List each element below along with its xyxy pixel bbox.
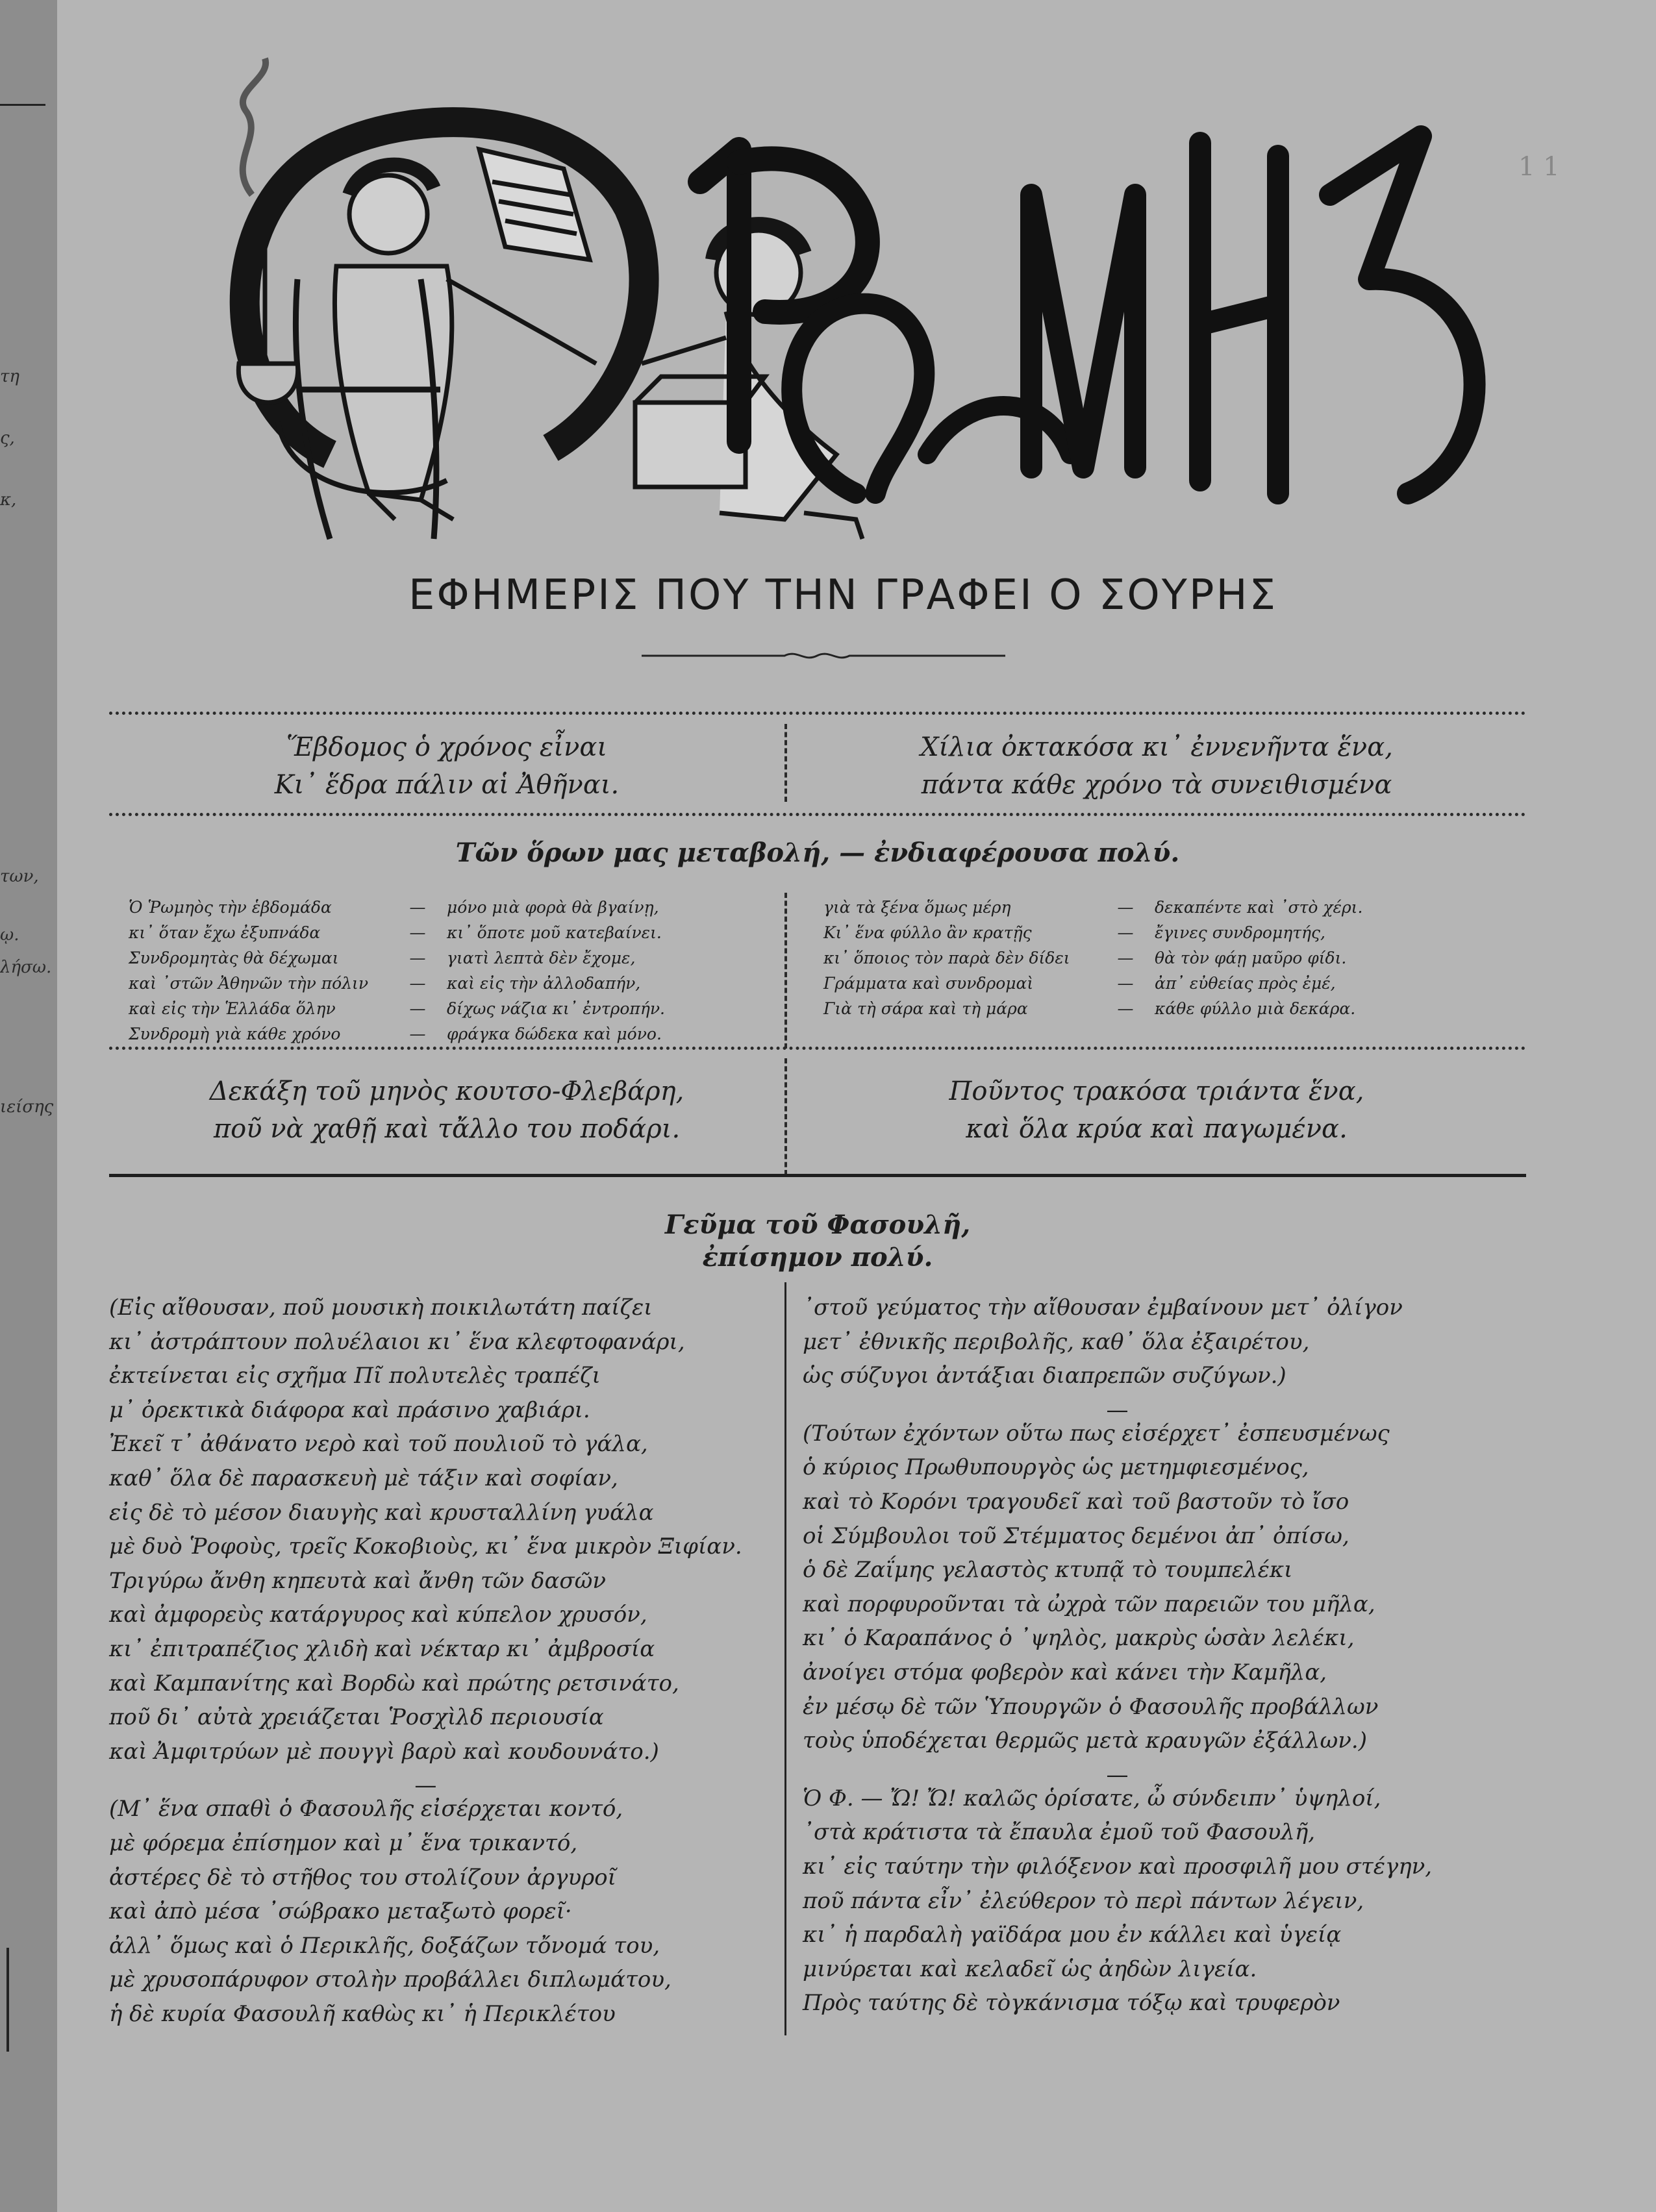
verse-line: ἀστέρες δὲ τὸ στῆθος του στολίζουν ἀργυροῖ — [109, 1864, 616, 1891]
stanza-separator: — — [1106, 1397, 1129, 1423]
verse-line: ποῦ πάντα εἶν᾽ ἐλεύθερον τὸ περὶ πάντων λέγειν, — [803, 1887, 1364, 1914]
stanza-separator: — — [414, 1772, 437, 1799]
condition-row: Γιὰ τὴ σάρα καὶ τὴ μάρα — κάθε φύλλο μιὰ δεκάρα. — [823, 999, 1356, 1018]
margin-fragment: ιείσης — [0, 1097, 54, 1117]
year-line: Ἕβδομος ὁ χρόνος εἶναι — [286, 732, 608, 762]
article-title — [109, 1209, 1526, 1274]
condition-row: κι᾽ ὅταν ἔχω ἐξυπνάδα — κι᾽ ὅποτε μοῦ κατεβαίνει. — [129, 923, 662, 942]
divider-line — [109, 1174, 1526, 1177]
divider-line — [109, 1047, 1526, 1050]
year-box-right — [787, 728, 1526, 804]
column-rule — [784, 1282, 786, 2035]
decorative-flourish — [642, 643, 1005, 669]
year-line: Χίλια ὀκτακόσα κι᾽ ἐννενῆντα ἕνα, — [920, 732, 1393, 762]
verse-line: κι᾽ ἐπιτραπέζιος χλιδὴ καὶ νέκταρ κι᾽ ἀμβροσία — [109, 1635, 655, 1662]
year-line: Κι᾽ ἕδρα πάλιν αἱ Ἀθῆναι. — [274, 770, 620, 800]
conditions-right-column — [823, 895, 1525, 1021]
margin-fragment: κ, — [0, 490, 17, 510]
verse-line: κι᾽ ἡ παρδαλὴ γαϊδάρα μου ἐν κάλλει καὶ ὑγείᾳ — [803, 1922, 1342, 1948]
verse-line: ἀνοίγει στόμα φοβερὸν καὶ κάνει τὴν Καμῆλα, — [803, 1659, 1327, 1685]
verse-line: ὁ κύριος Πρωθυπουργὸς ὡς μετημφιεσμένος, — [803, 1454, 1309, 1481]
newspaper-subtitle: ΕΦΗΜΕΡΙΣ ΠΟΥ ΤΗΝ ΓΡΑΦΕΙ Ο ΣΟΥΡΗΣ — [408, 571, 1278, 619]
verse-line: μινύρεται καὶ κελαδεῖ ὡς ἀηδὼν λιγεία. — [803, 1956, 1257, 1982]
verse-line: Ὁ Φ. — Ὤ! Ὤ! καλῶς ὁρίσατε, ὦ σύνδειπν᾽ ὑψηλοί, — [803, 1785, 1381, 1811]
verse-line: καὶ ἀπὸ μέσα ᾽σώβρακο μεταξωτὸ φορεῖ· — [109, 1898, 572, 1925]
verse-line: ποῦ δι᾽ αὐτὰ χρειάζεται Ῥοσχὶλδ περιουσία — [109, 1704, 604, 1731]
verse-line: κι᾽ εἰς ταύτην τὴν φιλόξενον καὶ προσφιλῆ μου στέγην, — [803, 1853, 1433, 1880]
verse-line: ᾽στὰ κράτιστα τὰ ἔπαυλα ἐμοῦ τοῦ Φασουλῆ, — [803, 1819, 1316, 1846]
verse-line: οἱ Σύμβουλοι τοῦ Στέμματος δεμένοι ἀπ᾽ ὀπίσω, — [803, 1522, 1349, 1549]
condition-row: γιὰ τὰ ξένα ὅμως μέρη — δεκαπέντε καὶ ᾽στὸ χέρι. — [823, 898, 1363, 917]
condition-row: Κι᾽ ἕνα φύλλο ἂν κρατῇς — ἔγινες συνδρομητής, — [823, 923, 1325, 942]
verse-line: κι᾽ ὁ Καραπάνος ὁ ᾽ψηλὸς, μακρὺς ὡσὰν λελέκι, — [803, 1625, 1355, 1652]
verse-line: ᾽στοῦ γεύματος τὴν αἴθουσαν ἐμβαίνουν μετ᾽ ὀλίγον — [803, 1295, 1403, 1321]
divider-line — [109, 712, 1526, 715]
condition-row: Συνδρομὴ γιὰ κάθε χρόνο — φράγκα δώδεκα καὶ μόνο. — [129, 1025, 662, 1043]
verse-line: μὲ χρυσοπάρυφον στολὴν προβάλλει διπλωμάτου, — [109, 1967, 671, 1993]
verse-line: Πρὸς ταύτης δὲ τὸγκάνισμα τόξῳ καὶ τρυφερὸν — [803, 1990, 1340, 2017]
verse-line: Τριγύρω ἄνθη κηπευτὰ καὶ ἄνθη τῶν δασῶν — [109, 1567, 606, 1594]
margin-fragment: των, — [0, 867, 39, 886]
masthead-logo — [57, 0, 1656, 558]
conditions-title: Τῶν ὅρων μας μεταβολή, — ἐνδιαφέρουσα πολύ. — [455, 838, 1180, 868]
date-line: Δεκάξη τοῦ μηνὸς κουτσο-Φλεβάρη, — [209, 1076, 684, 1106]
verse-line: ὡς σύζυγοι ἀντάξιαι διαπρεπῶν συζύγων.) — [803, 1363, 1286, 1389]
verse-line: μὲ φόρεμα ἐπίσημον καὶ μ᾽ ἕνα τρικαντό, — [109, 1830, 578, 1856]
margin-fragment: ῳ. — [0, 925, 19, 945]
verse-line: Ἐκεῖ τ᾽ ἀθάνατο νερὸ καὶ τοῦ πουλιοῦ τὸ γάλα, — [109, 1431, 648, 1458]
article-title-line: Γεῦμα τοῦ Φασουλῆ, — [664, 1210, 971, 1240]
article-left-column — [109, 1291, 742, 2031]
date-line: Ποῦντος τρακόσα τριάντα ἕνα, — [949, 1076, 1364, 1106]
verse-line: ἡ δὲ κυρία Φασουλῆ καθὼς κι᾽ ἡ Περικλέτου — [109, 2000, 616, 2027]
verse-line: τοὺς ὑποδέχεται θερμῶς μετὰ κραυγῶν ἐξάλλων.) — [803, 1728, 1367, 1754]
verse-line: εἰς δὲ τὸ μέσον διαυγὴς καὶ κρυσταλλίνη γυάλα — [109, 1499, 654, 1526]
verse-line: καὶ τὸ Κορόνι τραγουδεῖ καὶ τοῦ βαστοῦν τὸ ἴσο — [803, 1488, 1349, 1515]
verse-line: μετ᾽ ἐθνικῆς περιβολῆς, καθ᾽ ὅλα ἐξαιρέτου, — [803, 1328, 1310, 1355]
newspaper-page — [57, 0, 1656, 2212]
date-box-right — [787, 1073, 1526, 1148]
year-box-left — [109, 728, 784, 804]
verse-line: ὁ δὲ Ζαΐμης γελαστὸς κτυπᾷ τὸ τουμπελέκι — [803, 1557, 1293, 1584]
verse-line: ἀλλ᾽ ὅμως καὶ ὁ Περικλῆς, δοξάζων τὄνομά του, — [109, 1932, 660, 1959]
condition-row: Ὁ Ῥωμηὸς τὴν ἑβδομάδα — μόνο μιὰ φορὰ θὰ βγαίνῃ, — [129, 898, 659, 917]
date-box-left — [109, 1073, 784, 1148]
conditions-left-column — [129, 895, 778, 1047]
condition-row: καὶ ᾽στῶν Ἀθηνῶν τὴν πόλιν — καὶ εἰς τὴν ἀλλοδαπήν, — [129, 974, 641, 993]
page-number-faint: 1 1 — [1518, 152, 1560, 182]
condition-row: Γράμματα καὶ συνδρομαὶ — ἀπ᾽ εὐθείας πρὸς ἐμέ, — [823, 974, 1336, 993]
verse-line: (Τούτων ἐχόντων οὕτω πως εἰσέρχετ᾽ ἐσπευσμένως — [803, 1420, 1390, 1447]
verse-line: μ᾽ ὀρεκτικὰ διάφορα καὶ πράσινο χαβιάρι. — [109, 1397, 590, 1423]
margin-fragment: λήσω. — [0, 958, 52, 977]
verse-line: κι᾽ ἀστράπτουν πολυέλαιοι κι᾽ ἕνα κλεφτοφανάρι, — [109, 1328, 685, 1355]
margin-fragment: ς, — [0, 429, 15, 448]
verse-line: καὶ Ἀμφιτρύων μὲ πουγγὶ βαρὺ καὶ κουδουνάτο.) — [109, 1738, 659, 1765]
divider-line — [109, 813, 1526, 816]
verse-line: καὶ Καμπανίτης καὶ Βορδὼ καὶ πρώτης ρετσινάτο, — [109, 1670, 679, 1696]
verse-line: (Μ᾽ ἕνα σπαθὶ ὁ Φασουλῆς εἰσέρχεται κοντό, — [109, 1796, 623, 1822]
stanza-separator: — — [1106, 1761, 1129, 1788]
condition-row: Συνδρομητὰς θὰ δέχωμαι — γιατὶ λεπτὰ δὲν ἔχομε, — [129, 949, 636, 967]
verse-line: καὶ πορφυροῦνται τὰ ὠχρὰ τῶν παρειῶν του μῆλα, — [803, 1591, 1375, 1617]
verse-line: καθ᾽ ὅλα δὲ παρασκευὴ μὲ τάξιν καὶ σοφίαν, — [109, 1465, 618, 1491]
year-line: πάντα κάθε χρόνο τὰ συνειθισμένα — [921, 770, 1392, 800]
verse-line: καὶ ἀμφορεὺς κατάργυρος καὶ κύπελον χρυσόν, — [109, 1602, 647, 1628]
article-title-line: ἐπίσημον πολύ. — [702, 1242, 933, 1273]
column-divider — [784, 893, 787, 1049]
date-line: ποῦ νὰ χαθῇ καὶ τἄλλο του ποδάρι. — [213, 1114, 681, 1144]
facing-page-edge — [0, 0, 60, 2212]
date-line: καὶ ὅλα κρύα καὶ παγωμένα. — [966, 1114, 1348, 1144]
article-right-column — [803, 1291, 1432, 2020]
verse-line: (Εἰς αἴθουσαν, ποῦ μουσικὴ ποικιλωτάτη παίζει — [109, 1295, 653, 1321]
condition-row: κι᾽ ὅποιος τὸν παρὰ δὲν δίδει — θὰ τὸν φάῃ μαῦρο φίδι. — [823, 949, 1347, 967]
verse-line: μὲ δυὸ Ῥοφοὺς, τρεῖς Κοκοβιοὺς, κι᾽ ἕνα μικρὸν Ξιφίαν. — [109, 1534, 742, 1560]
condition-row: καὶ εἰς τὴν Ἑλλάδα ὅλην — δίχως νάζια κι᾽ ἐντροπήν. — [129, 999, 665, 1018]
verse-line: ἐκτείνεται εἰς σχῆμα Πῖ πολυτελὲς τραπέζι — [109, 1363, 601, 1389]
verse-line: ἐν μέσῳ δὲ τῶν Ὑπουργῶν ὁ Φασουλῆς προβάλλων — [803, 1693, 1379, 1720]
margin-fragment: τη — [0, 367, 19, 386]
